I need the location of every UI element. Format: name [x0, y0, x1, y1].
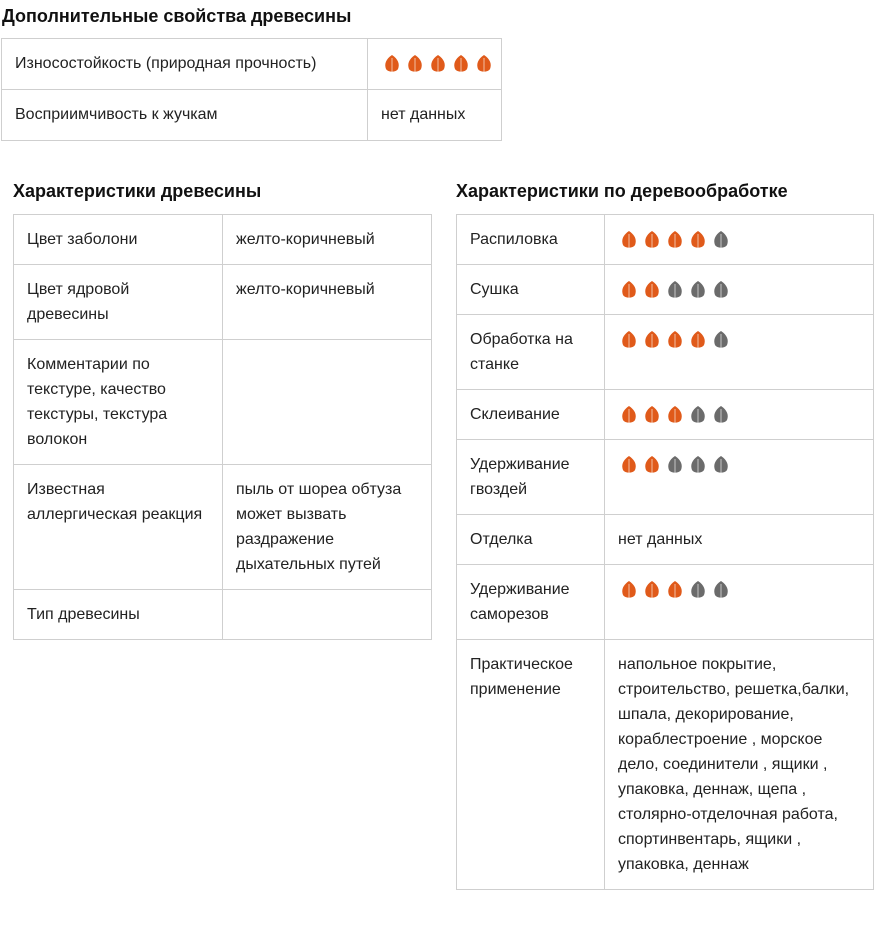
property-value: напольное покрытие, строительство, решетка,балки, шпала, декорирование, кораблестроение , морское дело, соединители , ящики , упаковка, деннаж, щепа , столярно-отделочная работа, спортинвентарь, ящики , упаковка, деннаж: [605, 640, 874, 890]
leaf-filled-icon: [687, 229, 709, 251]
wood-characteristics-title: Характеристики древесины: [13, 181, 262, 201]
leaf-empty-icon: [664, 279, 686, 301]
property-value: желто-коричневый: [223, 265, 432, 340]
property-label: Комментарии по текстуре, качество текстуры, текстура волокон: [14, 340, 223, 465]
property-rating: [368, 39, 502, 90]
table-row: [2, 39, 502, 90]
extra-properties-title: Дополнительные свойства древесины: [2, 6, 352, 26]
table-row: [457, 215, 874, 265]
property-label: Цвет заболони: [14, 215, 223, 265]
leaf-filled-icon: [687, 329, 709, 351]
property-rating: [605, 440, 874, 515]
leaf-rating: [618, 329, 732, 351]
leaf-rating: [618, 579, 732, 601]
table-row: [457, 440, 874, 515]
leaf-empty-icon: [710, 329, 732, 351]
leaf-filled-icon: [618, 229, 640, 251]
leaf-empty-icon: [710, 579, 732, 601]
property-label: Обработка на станке: [457, 315, 605, 390]
table-row: [457, 640, 874, 890]
woodworking-characteristics-table: [456, 214, 874, 890]
property-rating: [605, 565, 874, 640]
property-rating: [605, 315, 874, 390]
table-row: [14, 215, 432, 265]
property-label: Восприимчивость к жучкам: [2, 90, 368, 141]
property-label: Тип древесины: [14, 590, 223, 640]
leaf-empty-icon: [710, 229, 732, 251]
leaf-empty-icon: [687, 579, 709, 601]
leaf-filled-icon: [618, 279, 640, 301]
leaf-filled-icon: [641, 404, 663, 426]
leaf-filled-icon: [641, 279, 663, 301]
property-label: Удерживание саморезов: [457, 565, 605, 640]
leaf-filled-icon: [450, 53, 472, 75]
leaf-rating: [618, 279, 732, 301]
leaf-filled-icon: [427, 53, 449, 75]
table-row: [457, 390, 874, 440]
leaf-rating: [618, 229, 732, 251]
property-rating: [605, 215, 874, 265]
leaf-filled-icon: [381, 53, 403, 75]
property-label: Износостойкость (природная прочность): [2, 39, 368, 90]
table-row: [14, 265, 432, 340]
leaf-rating: [618, 404, 732, 426]
property-label: Цвет ядровой древесины: [14, 265, 223, 340]
table-row: [2, 90, 502, 141]
leaf-filled-icon: [641, 229, 663, 251]
leaf-filled-icon: [641, 329, 663, 351]
property-value: желто-коричневый: [223, 215, 432, 265]
leaf-empty-icon: [710, 279, 732, 301]
leaf-empty-icon: [710, 454, 732, 476]
leaf-filled-icon: [618, 329, 640, 351]
property-value: нет данных: [605, 515, 874, 565]
leaf-filled-icon: [618, 404, 640, 426]
leaf-filled-icon: [404, 53, 426, 75]
leaf-filled-icon: [641, 579, 663, 601]
wood-characteristics-table: [13, 214, 432, 640]
property-rating: [605, 390, 874, 440]
property-label: Склеивание: [457, 390, 605, 440]
leaf-empty-icon: [687, 454, 709, 476]
property-value: [223, 590, 432, 640]
property-label: Сушка: [457, 265, 605, 315]
leaf-filled-icon: [618, 454, 640, 476]
leaf-filled-icon: [664, 579, 686, 601]
leaf-filled-icon: [664, 229, 686, 251]
leaf-filled-icon: [664, 404, 686, 426]
leaf-empty-icon: [687, 279, 709, 301]
table-row: [14, 340, 432, 465]
leaf-empty-icon: [687, 404, 709, 426]
leaf-filled-icon: [664, 329, 686, 351]
property-label: Известная аллергическая реакция: [14, 465, 223, 590]
property-label: Практическое применение: [457, 640, 605, 890]
property-value: [223, 340, 432, 465]
leaf-filled-icon: [473, 53, 495, 75]
table-row: [457, 315, 874, 390]
woodworking-characteristics-title: Характеристики по деревообработке: [456, 181, 788, 201]
property-label: Отделка: [457, 515, 605, 565]
leaf-filled-icon: [641, 454, 663, 476]
leaf-rating: [618, 454, 732, 476]
extra-properties-table: [1, 38, 502, 141]
leaf-empty-icon: [710, 404, 732, 426]
property-value: пыль от шореа обтуза может вызвать раздражение дыхательных путей: [223, 465, 432, 590]
table-row: [14, 590, 432, 640]
leaf-filled-icon: [618, 579, 640, 601]
property-value: нет данных: [368, 90, 502, 141]
table-row: [457, 565, 874, 640]
property-rating: [605, 265, 874, 315]
property-label: Распиловка: [457, 215, 605, 265]
property-label: Удерживание гвоздей: [457, 440, 605, 515]
table-row: [14, 465, 432, 590]
table-row: [457, 265, 874, 315]
leaf-rating: [381, 53, 495, 75]
table-row: [457, 515, 874, 565]
leaf-empty-icon: [664, 454, 686, 476]
